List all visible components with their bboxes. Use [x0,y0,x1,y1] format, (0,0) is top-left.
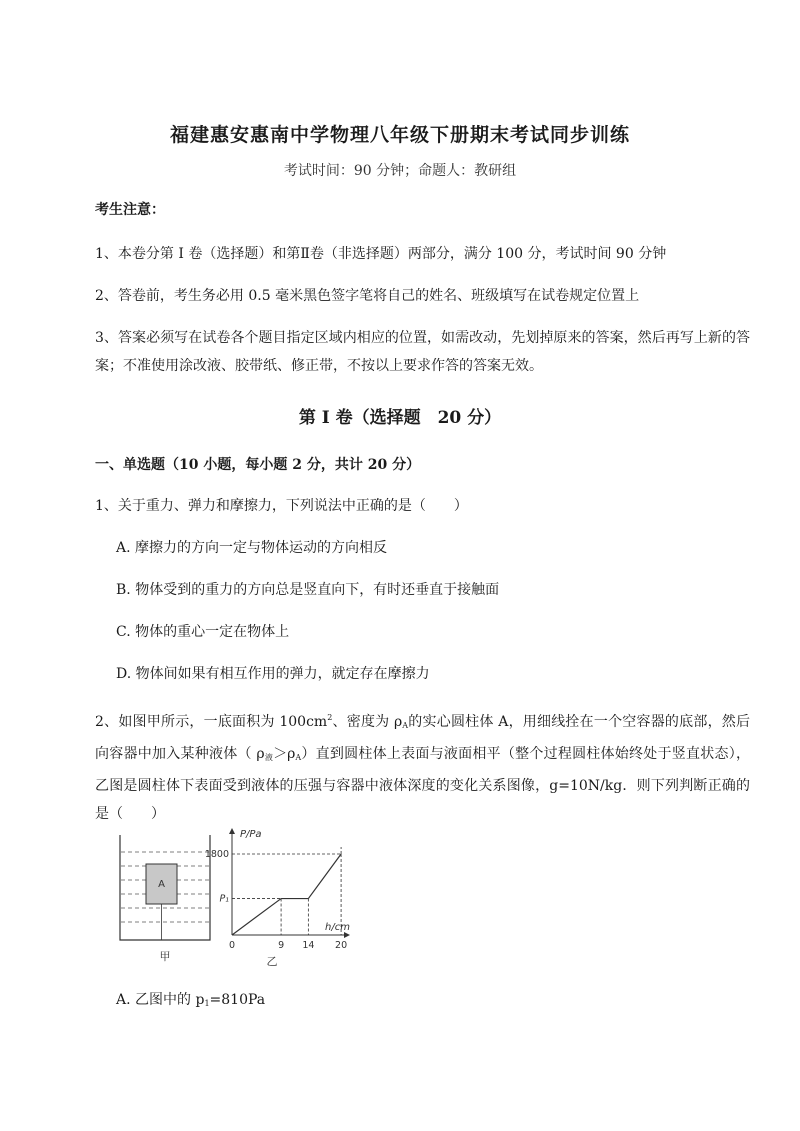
notice-heading: 考生注意： [95,202,165,218]
x-tick-20: 20 [335,940,348,951]
exam-info: 考试时间：90 分钟；命题人：教研组 [283,163,517,179]
question-1-option-d: D. 物体间如果有相互作用的弹力，就定存在摩擦力 [116,666,430,682]
question-1-option-c: C. 物体的重心一定在物体上 [116,624,290,640]
y-tick-1800: 1800 [204,849,229,860]
x-tick-9: 9 [278,940,285,951]
cylinder-label: A [158,879,165,890]
notice-item-1: 1、本卷分第 I 卷（选择题）和第Ⅱ卷（非选择题）两部分，满分 100 分，考试时间 90 分钟 [95,246,667,262]
page-title: 福建惠安惠南中学物理八年级下册期末考试同步训练 [169,124,630,146]
notice-item-2: 2、答卷前，考生务必用 0.5 毫米黑色签字笔将自己的姓名、班级填写在试卷规定位置上 [95,288,640,304]
x-axis-label: h/cm [325,922,350,933]
part-heading: 一、单选题（10 小题，每小题 2 分，共计 20 分） [95,457,421,473]
question-2-stem: 2、如图甲所示，一底面积为 $100cm^2$、密度为 $\rho_A$的实心圆柱体 A，用细线拴在一个空容器的底部，然后向容器中加入某种液体（ $\rho_液>\rho_A$）直到圆柱体上表面与液面相平（整个过程圆柱体始终处于竖直状态），乙图是圆柱体下表面受到液体的压强与容器中液体深度的变化关系图像，g=10N/kg．则下列判断正确的是（ ） [95,713,751,822]
figure-yi-chart [200,825,360,970]
question-2-option-a: A. 乙图中的 $p_1=810Pa$ [116,992,266,1008]
question-1-stem: 1、关于重力、弹力和摩擦力，下列说法中正确的是（ ） [95,498,468,514]
figure-yi-caption: 乙 [266,955,278,968]
data-line-segment-1 [232,899,281,935]
y-axis-label: P/Pa [240,829,262,840]
origin-label: 0 [228,940,236,951]
question-1-option-b: B. 物体受到的重力的方向总是竖直向下，有时还垂直于接触面 [116,582,500,598]
data-line-segment-3 [308,854,341,899]
y-tick-p1: P₁ [219,893,229,905]
figure-jia-caption: 甲 [159,950,171,963]
question-1-option-a: A. 摩擦力的方向一定与物体运动的方向相反 [116,540,388,556]
notice-item-3: 3、答案必须写在试卷各个题目指定区域内相应的位置，如需改动，先划掉原来的答案，然后再写上新的答案；不准使用涂改液、胶带纸、修正带，不按以上要求作答的答案无效。 [95,330,750,374]
section-title: 第 I 卷（选择题 20 分） [298,408,502,428]
y-axis-arrow [229,828,235,834]
x-tick-14: 14 [302,940,315,951]
